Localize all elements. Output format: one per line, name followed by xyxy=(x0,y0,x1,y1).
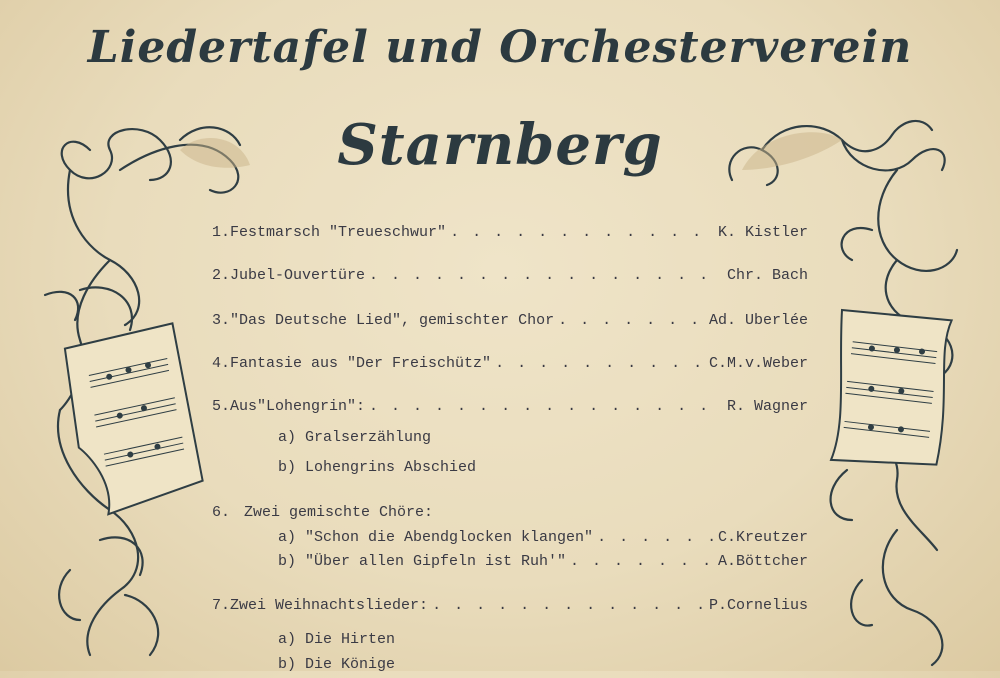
program-item xyxy=(212,597,808,619)
item-title: Aus"Lohengrin": xyxy=(230,398,366,415)
subitem-title: a) "Schon die Abendglocken klangen" xyxy=(278,529,594,546)
program-item xyxy=(212,504,808,526)
item-title: Festmarsch "Treueschwur" xyxy=(230,224,447,241)
dot-leader xyxy=(495,355,705,372)
item-number: 3. xyxy=(212,312,231,329)
item-number: 7. xyxy=(212,597,231,614)
program-subitem xyxy=(278,553,808,575)
subitem-title: b) Die Könige xyxy=(278,656,396,673)
dot-leader xyxy=(432,597,705,614)
program-item xyxy=(212,355,808,377)
program-item xyxy=(212,312,808,334)
dot-leader xyxy=(558,312,705,329)
item-title: Zwei Weihnachtslieder: xyxy=(230,597,429,614)
program-subitem xyxy=(278,459,808,481)
dot-leader xyxy=(570,553,714,570)
title-line-2: Starnberg xyxy=(337,112,663,178)
subitem-title: b) Lohengrins Abschied xyxy=(278,459,477,476)
item-title: "Das Deutsche Lied", gemischter Chor xyxy=(230,312,555,329)
subitem-title: b) "Über allen Gipfeln ist Ruh'" xyxy=(278,553,567,570)
subitem-title: a) Die Hirten xyxy=(278,631,396,648)
item-number: 1. xyxy=(212,224,231,241)
dot-leader xyxy=(369,398,723,415)
item-title: Fantasie aus "Der Freischütz" xyxy=(230,355,492,372)
item-number: 5. xyxy=(212,398,231,415)
item-composer: K. Kistler xyxy=(717,224,808,241)
item-title: Jubel-Ouvertüre xyxy=(230,267,366,284)
title-line-1: Liedertafel und Orchesterverein xyxy=(87,22,913,73)
dot-leader xyxy=(369,267,723,284)
program-subitem xyxy=(278,631,808,653)
item-composer: Ad. Uberlée xyxy=(708,312,808,329)
dot-leader xyxy=(597,529,714,546)
program-subitem xyxy=(278,429,808,451)
item-composer: C.M.v.Weber xyxy=(708,355,808,372)
item-number: 6. xyxy=(212,504,231,521)
item-composer: R. Wagner xyxy=(726,398,808,415)
program-item xyxy=(212,398,808,420)
item-title: Zwei gemischte Chöre: xyxy=(244,504,434,521)
dot-leader xyxy=(450,224,714,241)
item-composer: Chr. Bach xyxy=(726,267,808,284)
subitem-composer: A.Böttcher xyxy=(717,553,808,570)
program-subitem xyxy=(278,656,808,678)
item-number: 2. xyxy=(212,267,231,284)
program-subitem xyxy=(278,529,808,551)
program-item xyxy=(212,224,808,246)
item-composer: P.Cornelius xyxy=(708,597,808,614)
subitem-title: a) Gralserzählung xyxy=(278,429,432,446)
program-item xyxy=(212,267,808,289)
subitem-composer: C.Kreutzer xyxy=(717,529,808,546)
item-number: 4. xyxy=(212,355,231,372)
